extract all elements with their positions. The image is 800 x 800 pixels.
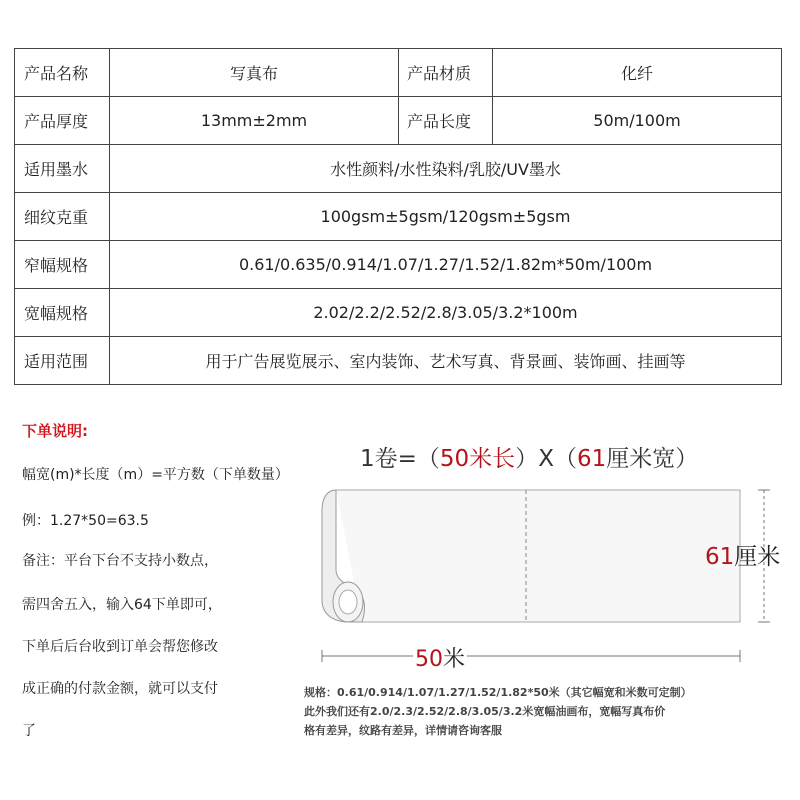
value-usage: 用于广告展览展示、室内装饰、艺术写真、背景画、装饰画、挂画等 — [110, 337, 782, 385]
notes-line: 备注：平台下台不支持小数点， — [22, 553, 218, 569]
label-ink: 适用墨水 — [15, 145, 110, 193]
label-length: 产品长度 — [399, 97, 493, 145]
length-label — [413, 642, 467, 673]
spec-table — [14, 48, 782, 385]
value-ink: 水性颜料/水性染料/乳胶/UV墨水 — [110, 145, 782, 193]
roll-core — [339, 590, 357, 614]
spec-note: 格有差异，纹路有差异，详情请咨询客服 — [304, 724, 502, 737]
table-row — [15, 193, 782, 241]
width-unit: 厘米 — [734, 544, 781, 570]
label-wide-spec: 宽幅规格 — [15, 289, 110, 337]
notes-line: 例：1.27*50=63.5 — [22, 513, 149, 529]
notes-line: 成正确的付款金额，就可以支付 — [22, 681, 218, 697]
formula-length: 50米长 — [439, 446, 516, 472]
width-label — [705, 538, 780, 571]
formula-mid: ）X（ — [515, 446, 577, 472]
value-product-name: 写真布 — [110, 49, 399, 97]
label-material: 产品材质 — [399, 49, 493, 97]
formula-prefix: 1卷=（ — [360, 446, 440, 472]
label-usage: 适用范围 — [15, 337, 110, 385]
table-row — [15, 97, 782, 145]
notes-line: 需四舍五入，输入64下单即可， — [22, 597, 222, 613]
notes-line: 下单后后台收到订单会帮您修改 — [22, 639, 218, 655]
length-num: 50 — [415, 647, 443, 672]
table-row — [15, 289, 782, 337]
value-material: 化纤 — [493, 49, 782, 97]
notes-title: 下单说明: — [22, 422, 88, 440]
formula-suffix: ） — [675, 446, 699, 472]
table-row — [15, 49, 782, 97]
formula-width-num: 61 — [576, 446, 607, 472]
table-row — [15, 241, 782, 289]
label-weight: 细纹克重 — [15, 193, 110, 241]
value-weight: 100gsm±5gsm/120gsm±5gsm — [110, 193, 782, 241]
formula-width-unit: 厘米宽 — [606, 446, 676, 472]
value-wide-spec: 2.02/2.2/2.52/2.8/3.05/3.2*100m — [110, 289, 782, 337]
table-row — [15, 337, 782, 385]
width-num: 61 — [705, 544, 735, 570]
value-thickness: 13mm±2mm — [110, 97, 399, 145]
label-narrow-spec: 窄幅规格 — [15, 241, 110, 289]
length-unit: 米 — [443, 647, 466, 672]
notes-line: 幅宽(m)*长度（m）=平方数（下单数量） — [22, 467, 289, 483]
spec-note: 此外我们还有2.0/2.3/2.52/2.8/3.05/3.2米宽幅油画布，宽幅写真布价 — [304, 705, 666, 718]
table-row — [15, 145, 782, 193]
roll-diagram — [300, 430, 800, 800]
order-notes — [22, 420, 302, 739]
spec-note: 规格：0.61/0.914/1.07/1.27/1.52/1.82*50米（其它幅宽和米数可定制） — [304, 686, 692, 699]
fabric-sheet — [336, 490, 740, 622]
label-thickness: 产品厚度 — [15, 97, 110, 145]
label-product-name: 产品名称 — [15, 49, 110, 97]
value-narrow-spec: 0.61/0.635/0.914/1.07/1.27/1.52/1.82m*50m/100m — [110, 241, 782, 289]
notes-line: 了 — [22, 723, 36, 739]
value-length: 50m/100m — [493, 97, 782, 145]
